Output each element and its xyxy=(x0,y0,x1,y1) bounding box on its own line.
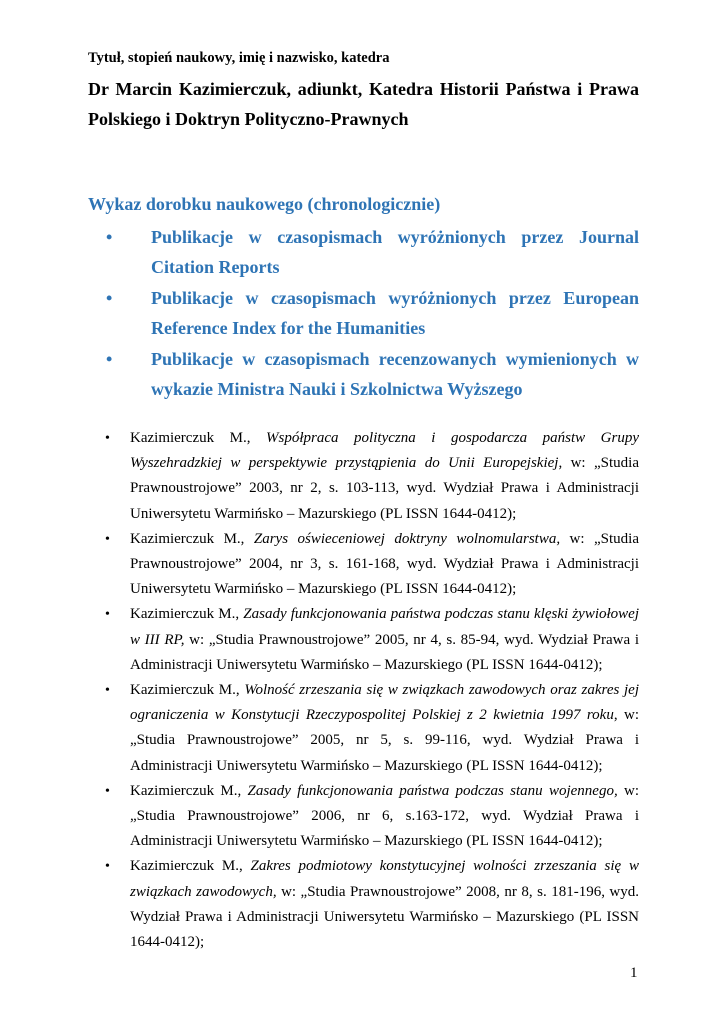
category-label: Publikacje w czasopismach wyróżnionych przez Journal Citation Reports xyxy=(151,227,639,277)
publication-author: Kazimierczuk M., xyxy=(130,530,254,547)
bullet-icon: • xyxy=(105,431,110,446)
category-item xyxy=(88,222,639,282)
publication-item xyxy=(88,779,639,855)
publication-item xyxy=(88,854,639,955)
category-label: Publikacje w czasopismach wyróżnionych przez European Reference Index for the Humanities xyxy=(151,288,639,338)
section-heading: Wykaz dorobku naukowego (chronologicznie) xyxy=(88,194,441,214)
publication-details: w: „Studia Prawnoustrojowe” 2004, nr 3, s. 161-168, wyd. Wydział Prawa i Administracji Uniwersytetu Warmińsko – Mazurskiego (PL ISSN 1644-0412); xyxy=(130,530,639,598)
page-number: 1 xyxy=(630,965,638,981)
document-subtitle: Tytuł, stopień naukowy, imię i nazwisko, katedra xyxy=(88,50,390,66)
publication-details: w: „Studia Prawnoustrojowe” 2005, nr 4, s. 85-94, wyd. Wydział Prawa i Administracji Uniwersytetu Warmińsko – Mazurskiego (PL ISSN 1644-0412); xyxy=(130,631,639,673)
publication-title: Zasady funkcjonowania państwa podczas stanu klęski żywiołowej w III RP, xyxy=(130,606,639,648)
author-line: Dr Marcin Kazimierczuk, adiunkt, Katedra Historii Państwa i Prawa Polskiego i Doktryn Polityczno-Prawnych xyxy=(88,79,639,129)
category-list xyxy=(88,222,639,405)
bullet-icon: • xyxy=(106,227,113,247)
publication-item xyxy=(88,426,639,527)
bullet-icon: • xyxy=(105,859,110,875)
category-label: Publikacje w czasopismach recenzowanych wymienionych w wykazie Ministra Nauki i Szkolnictwa Wyższego xyxy=(151,349,639,399)
bullet-icon: • xyxy=(106,288,113,308)
publication-details: , w: „Studia Prawnoustrojowe” 2005, nr 5, s. 99-116, wyd. Wydział Prawa i Administracji Uniwersytetu Warmińsko – Mazurskiego (PL ISSN 1644-0412); xyxy=(130,707,639,774)
publication-details: , w: „Studia Prawnoustrojowe” 2003, nr 2, s. 103-113, wyd. Wydział Prawa i Administracji Uniwersytetu Warmińsko – Mazurskiego (PL ISSN 1644-0412); xyxy=(130,455,639,522)
publication-title: Zarys oświeceniowej doktryny wolnomularstwa, xyxy=(253,530,561,547)
publication-details: w: „Studia Prawnoustrojowe” 2008, nr 8, s. 181-196, wyd. Wydział Prawa i Administracji Uniwersytetu Warmińsko – Mazurskiego (PL ISSN 1644-0412); xyxy=(130,883,640,951)
publication-author: Kazimierczuk M., xyxy=(130,430,267,446)
publication-list xyxy=(88,426,639,955)
publication-details: w: „Studia Prawnoustrojowe” 2006, nr 6, s.163-172, wyd. Wydział Prawa i Administracji Uniwersytetu Warmińsko – Mazurskiego (PL ISSN 1644-0412); xyxy=(130,782,639,850)
publication-author: Kazimierczuk M., xyxy=(130,682,245,699)
publication-item xyxy=(88,602,639,678)
bullet-icon: • xyxy=(105,531,110,547)
bullet-icon: • xyxy=(105,683,110,699)
publication-author: Kazimierczuk M., xyxy=(130,858,251,875)
category-item xyxy=(88,344,639,404)
bullet-icon: • xyxy=(105,607,110,623)
publication-item xyxy=(88,527,639,603)
bullet-icon: • xyxy=(105,783,110,799)
category-item xyxy=(88,283,639,343)
publication-title: Wolność zrzeszania się w związkach zawodowych oraz zakres jej ograniczenia w Konstytucji Rzeczypospolitej Polskiej z 2 kwietnia 1997 roku xyxy=(130,682,639,724)
publication-author: Kazimierczuk M., xyxy=(130,606,244,623)
publication-title: Zakres podmiotowy konstytucyjnej wolności zrzeszania się w związkach zawodowych, xyxy=(130,858,639,900)
publication-author: Kazimierczuk M., xyxy=(130,782,248,799)
bullet-icon: • xyxy=(106,349,113,369)
publication-title: Zasady funkcjonowania państwa podczas stanu wojennego, xyxy=(247,782,618,799)
publication-item xyxy=(88,678,639,779)
publication-title: Współpraca polityczna i gospodarcza państw Grupy Wyszehradzkiej w perspektywie przystąpienia do Unii Europejskiej xyxy=(130,430,639,472)
